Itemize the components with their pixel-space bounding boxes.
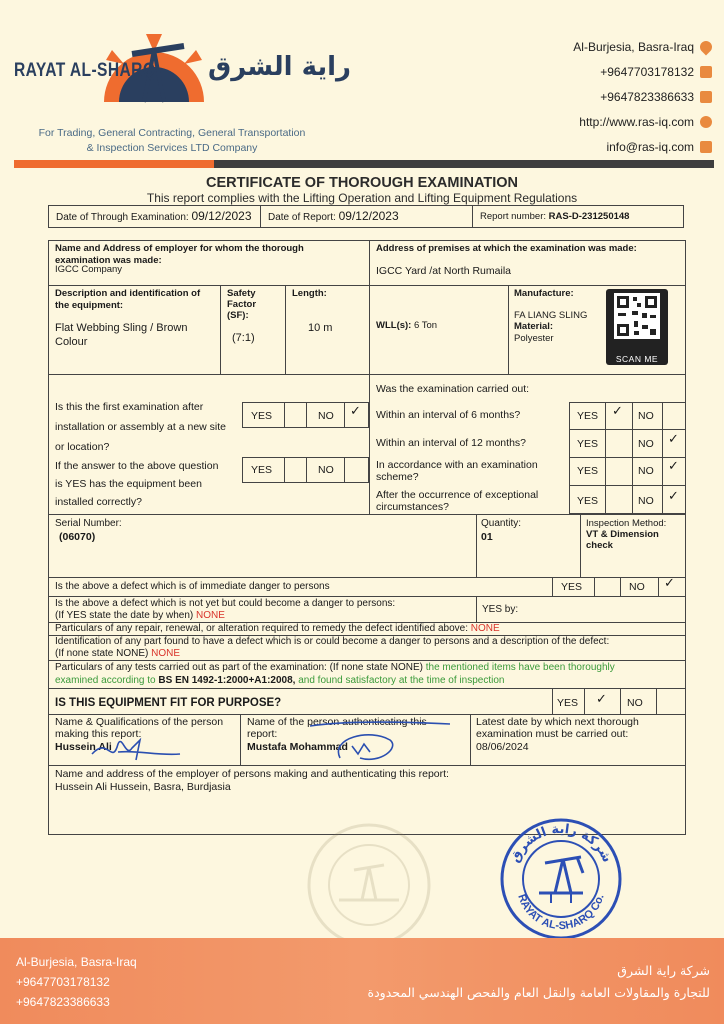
interval-12-months-question: Within an interval of 12 months? (376, 437, 526, 449)
next-exam-label: Latest date by which next thorough examination must be carried out: (476, 716, 639, 740)
interval-6-months-question: Within an interval of 6 months? (376, 409, 521, 421)
first-exam-yes[interactable]: YES (251, 410, 273, 422)
length-value: 10 m (308, 322, 333, 334)
svg-text:شركة راية الشرق (508, 822, 615, 865)
footer-bar (0, 938, 724, 1024)
company-stamp-icon (499, 817, 623, 941)
report-maker-label: Name & Qualifications of the person making this report: (55, 716, 224, 740)
signature-mustafa-icon (300, 718, 460, 768)
equipment-desc-value: Flat Webbing Sling / Brown Colour (55, 322, 188, 348)
globe-icon (700, 116, 712, 128)
contact-address: Al-Burjesia, Basra-Iraq (542, 34, 712, 59)
brand-name-ar: راية الشرق (208, 52, 352, 82)
quantity-value: 01 (481, 531, 493, 543)
footer-company-desc-ar: للتجارة والمقاولات العامة والنقل العام والفحص الهندسي المحدودة (367, 985, 710, 1000)
contact-website[interactable]: http://www.ras-iq.com (542, 109, 712, 134)
exceptional-circumstances-question: After the occurrence of exceptional circumstances? (376, 489, 539, 513)
footer-address: Al-Burjesia, Basra-Iraq (16, 955, 137, 969)
signature-hussein-icon (88, 730, 188, 766)
fit-for-purpose-yes-check-icon: ✓ (596, 692, 607, 707)
footer-phone-2: +9647823386633 (16, 995, 110, 1009)
authenticator-value: Mustafa Mohammad (247, 741, 348, 753)
immediate-danger-no-check-icon: ✓ (664, 576, 675, 591)
letterhead (0, 0, 724, 170)
equipment-desc-label: Description and identification of the equipment: (55, 288, 201, 311)
contact-list (542, 34, 712, 159)
qr-code-icon[interactable] (606, 289, 668, 365)
method-value: VT & Dimension check (586, 529, 659, 551)
scheme-no-check-icon: ✓ (668, 459, 679, 474)
first-exam-question: Is this the first examination after installation or assembly at a new site or location? (55, 401, 226, 453)
certificate-subtitle: This report complies with the Lifting Operation and Lifting Equipment Regulations (146, 191, 578, 205)
serial-value: (06070) (59, 531, 96, 543)
footer-contact (16, 952, 137, 1012)
contact-phone-2: +9647823386633 (542, 84, 712, 109)
fit-for-purpose-no[interactable]: NO (627, 697, 643, 709)
future-danger-none: NONE (196, 609, 225, 621)
interval-12-no-check-icon: ✓ (668, 432, 679, 447)
interval-12-yes[interactable]: YES (577, 438, 599, 450)
immediate-danger-yes[interactable]: YES (561, 581, 583, 593)
interval-12-no[interactable]: NO (638, 438, 654, 450)
interval-6-yes[interactable]: YES (577, 410, 599, 422)
phone-icon (700, 91, 712, 103)
repair-question: Particulars of any repair, renewal, or alteration required to remedy the defect identified above: NONE (55, 623, 500, 634)
brand-name-en: RAYAT AL-SHARQ (14, 60, 156, 81)
serial-label: Serial Number: (55, 518, 122, 529)
footer-phone-1: +9647703178132 (16, 975, 110, 989)
defect-identification-question: Identification of any part found to have a defect which is or could become a danger to persons and a description of the defect: (If none state NONE) NONE (55, 636, 610, 659)
manufacture-block: Manufacture: FA LIANG SLING Material: Polyester (514, 288, 588, 344)
exam-scheme-question: In accordance with an examination scheme? (376, 459, 538, 483)
employer-label: Name and Address of employer for whom the thorough examination was made: (55, 243, 304, 266)
wll: WLL(s): 6 Ton (376, 320, 438, 331)
tagline-line: For Trading, General Contracting, General Transportation (38, 127, 306, 139)
scheme-yes[interactable]: YES (577, 465, 599, 477)
interval-6-yes-check-icon: ✓ (612, 404, 623, 419)
premises-value: IGCC Yard /at North Rumaila (376, 265, 511, 277)
quantity-label: Quantity: (481, 518, 522, 529)
phone-icon (700, 66, 712, 78)
next-exam-date: 08/06/2024 (476, 741, 529, 753)
employer-of-persons-value: Hussein Ali Hussein, Basra, Burdjasia (55, 781, 231, 793)
contact-email[interactable]: info@ras-iq.com (542, 134, 712, 159)
scheme-no[interactable]: NO (638, 465, 654, 477)
yes-by-label: YES by: (482, 604, 519, 615)
first-exam-no[interactable]: NO (318, 410, 334, 422)
length-label: Length: (292, 288, 327, 299)
repair-none: NONE (470, 623, 500, 634)
interval-6-no[interactable]: NO (638, 410, 654, 422)
fit-for-purpose-question: IS THIS EQUIPMENT FIT FOR PURPOSE? (55, 697, 282, 709)
report-number: Report number: RAS-D-231250148 (480, 211, 630, 222)
qr-pattern-icon (606, 289, 668, 347)
immediate-danger-no[interactable]: NO (629, 581, 645, 593)
immediate-danger-question: Is the above a defect which is of immediate danger to persons (55, 581, 330, 592)
fit-for-purpose-yes[interactable]: YES (557, 697, 579, 709)
location-pin-icon (698, 38, 715, 55)
installed-correctly-question: If the answer to the above question is YES has the equipment been installed correctly? (55, 460, 219, 508)
safety-factor-value: (7:1) (232, 332, 255, 344)
exceptional-no[interactable]: NO (638, 495, 654, 507)
exam-date: Date of Through Examination: 09/12/2023 (56, 209, 252, 223)
exceptional-yes[interactable]: YES (577, 495, 599, 507)
authenticator-label: Name of the person authenticating this report: (247, 716, 427, 740)
scan-me-label: SCAN ME (615, 354, 659, 364)
header-divider-accent (14, 160, 214, 168)
exam-carried-out-header: Was the examination carried out: (376, 383, 530, 395)
company-watermark-icon (304, 820, 434, 950)
method-label: Inspection Method: (586, 518, 667, 529)
employer-of-persons-label: Name and address of the employer of persons making and authenticating this report: (55, 768, 449, 780)
identification-none: NONE (151, 647, 181, 659)
contact-phone-1: +9647703178132 (542, 59, 712, 84)
safety-factor-label: Safety Factor (SF): (227, 288, 257, 321)
email-icon (700, 141, 712, 153)
future-danger-question: Is the above a defect which is not yet but could become a danger to persons: (If YES state the date by when) NONE (55, 598, 396, 621)
certificate-title: CERTIFICATE OF THOROUGH EXAMINATION (205, 175, 518, 191)
footer-company-ar (368, 960, 710, 1004)
tests-particulars: Particulars of any tests carried out as part of the examination: (If none state NONE) the mentioned items have been thoroughly examined according to BS EN 1492-1:2000+A1:2008, and found satisfactory at the time of inspection (55, 662, 615, 686)
employer-value: IGCC Company (55, 264, 123, 275)
installed-correctly-yes[interactable]: YES (251, 464, 273, 476)
premises-label: Address of premises at which the examination was made: (376, 243, 637, 254)
report-maker-value: Hussein Ali (55, 741, 112, 753)
footer-company-name-ar: شركة راية الشرق (617, 963, 710, 978)
installed-correctly-no[interactable]: NO (318, 464, 334, 476)
stamp-text-ar: شركة راية الشرق (507, 821, 615, 866)
stamp-text-en: RAYAT AL-SHARQ Co. (515, 892, 607, 933)
report-date: Date of Report: 09/12/2023 (268, 209, 399, 223)
first-exam-no-check-icon: ✓ (350, 404, 361, 419)
tagline-line: & Inspection Services LTD Company (86, 142, 258, 154)
exceptional-no-check-icon: ✓ (668, 489, 679, 504)
company-tagline (22, 126, 322, 156)
